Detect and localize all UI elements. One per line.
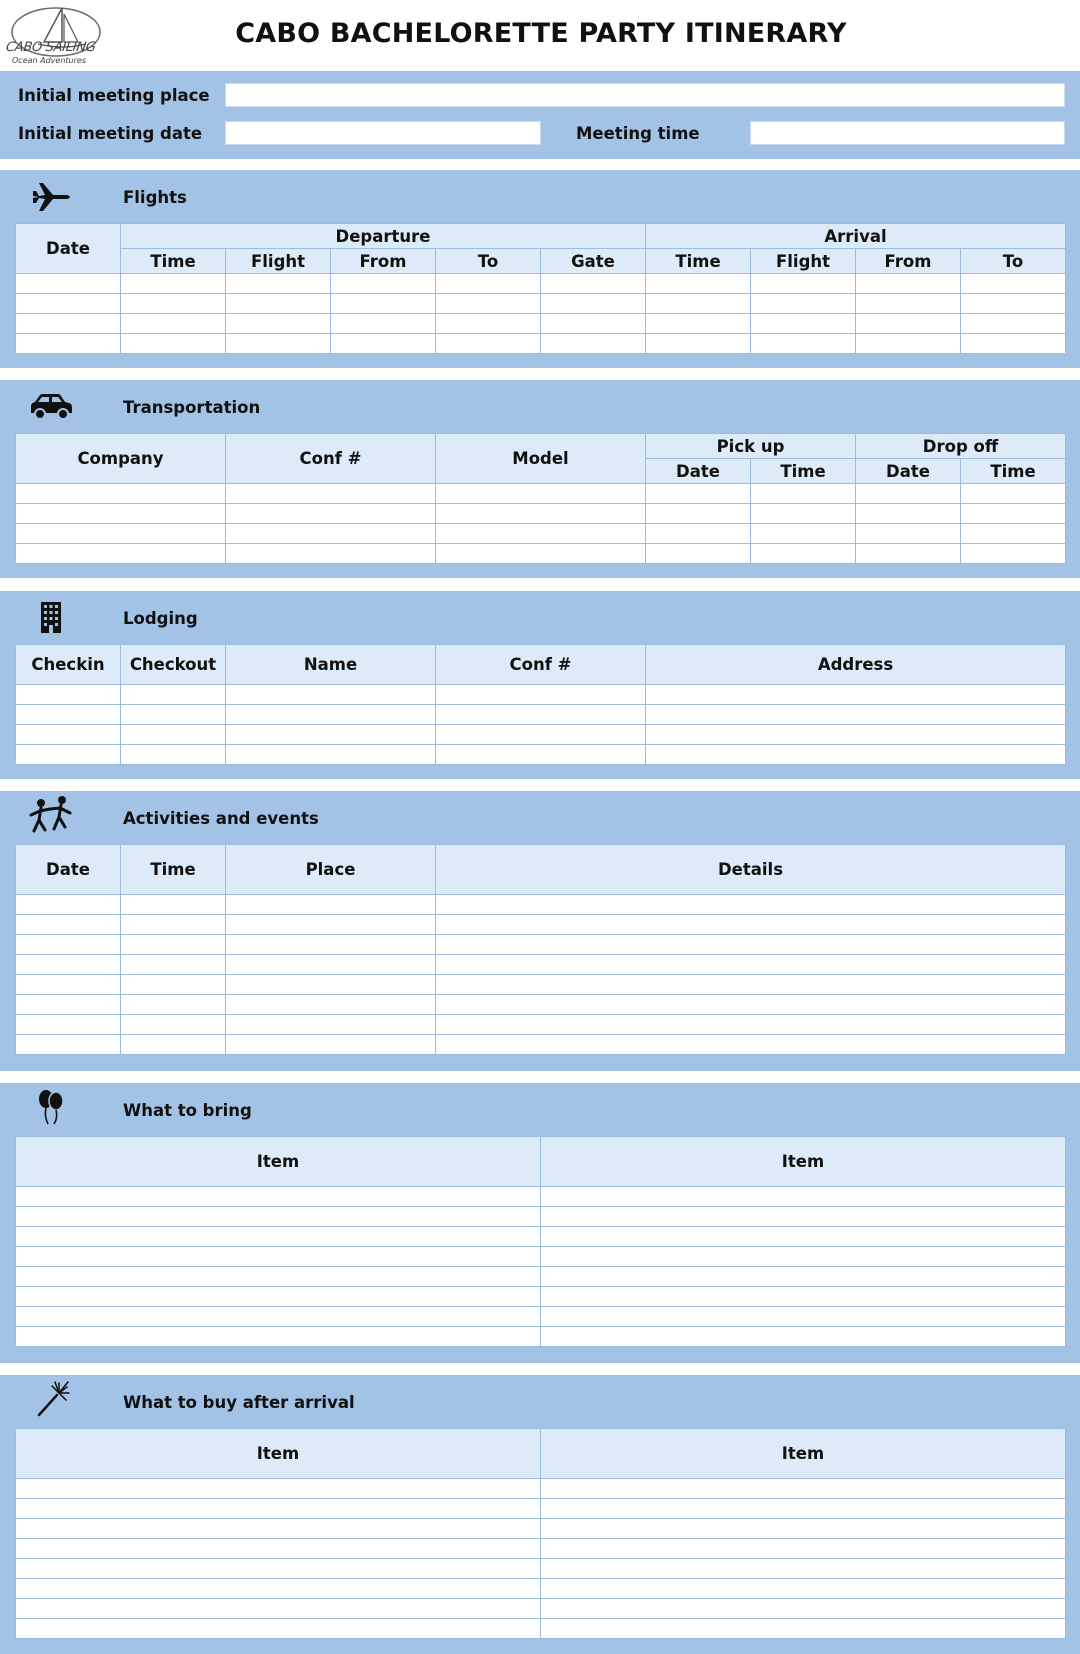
table-cell[interactable] [121, 1035, 226, 1055]
dancers-icon [28, 795, 74, 835]
checkout-header: Checkout [121, 645, 226, 685]
table-cell[interactable] [646, 484, 751, 504]
lodging-row [16, 725, 1066, 745]
table-cell[interactable] [436, 1035, 1066, 1055]
lodging-row [16, 745, 1066, 765]
table-cell[interactable] [226, 745, 436, 765]
transportation-title: Transportation [123, 398, 261, 417]
activity-time-header: Time [121, 845, 226, 895]
table-cell[interactable] [436, 524, 646, 544]
dropoff-header: Drop off [856, 434, 1066, 459]
table-cell[interactable] [16, 334, 121, 354]
table-cell[interactable] [751, 484, 856, 504]
activities-table [15, 844, 1066, 1055]
table-cell[interactable] [856, 484, 961, 504]
table-cell[interactable] [646, 314, 751, 334]
table-cell[interactable] [541, 1307, 1066, 1327]
table-cell[interactable] [16, 915, 121, 935]
table-cell[interactable] [226, 705, 436, 725]
table-cell[interactable] [16, 1247, 541, 1267]
table-cell[interactable] [16, 544, 226, 564]
table-cell[interactable] [16, 995, 121, 1015]
conf-header: Conf # [226, 434, 436, 484]
bring-row [16, 1207, 1066, 1227]
arrival-to-header: To [961, 249, 1066, 274]
table-cell[interactable] [856, 314, 961, 334]
table-cell[interactable] [226, 975, 436, 995]
flights-row [16, 274, 1066, 294]
arrival-from-header: From [856, 249, 961, 274]
activities-section [0, 791, 1080, 1071]
table-cell[interactable] [226, 504, 436, 524]
table-cell[interactable] [646, 524, 751, 544]
buy-row [16, 1539, 1066, 1559]
table-cell[interactable] [961, 544, 1066, 564]
table-cell[interactable] [226, 314, 331, 334]
table-cell[interactable] [646, 294, 751, 314]
table-cell[interactable] [226, 484, 436, 504]
table-cell[interactable] [436, 935, 1066, 955]
activities-row [16, 915, 1066, 935]
meeting-time-label: Meeting time [576, 124, 700, 143]
checkin-header: Checkin [16, 645, 121, 685]
table-cell[interactable] [16, 1187, 541, 1207]
table-cell[interactable] [16, 705, 121, 725]
table-cell[interactable] [646, 685, 1066, 705]
table-cell[interactable] [16, 294, 121, 314]
bring-row [16, 1327, 1066, 1347]
transportation-row [16, 524, 1066, 544]
table-cell[interactable] [226, 955, 436, 975]
table-cell[interactable] [226, 995, 436, 1015]
table-cell[interactable] [436, 274, 541, 294]
table-cell[interactable] [331, 334, 436, 354]
table-cell[interactable] [436, 705, 646, 725]
table-cell[interactable] [646, 504, 751, 524]
buy-row [16, 1619, 1066, 1639]
table-cell[interactable] [121, 895, 226, 915]
details-header: Details [436, 845, 1066, 895]
table-cell[interactable] [541, 274, 646, 294]
departure-from-header: From [331, 249, 436, 274]
arrival-header: Arrival [646, 224, 1066, 249]
table-cell[interactable] [16, 895, 121, 915]
initial-meeting-place-input[interactable] [225, 83, 1065, 107]
flights-row [16, 334, 1066, 354]
table-cell[interactable] [16, 274, 121, 294]
page-title: CABO BACHELORETTE PARTY ITINERARY [235, 18, 847, 49]
table-cell[interactable] [121, 745, 226, 765]
table-cell[interactable] [751, 544, 856, 564]
table-cell[interactable] [541, 1247, 1066, 1267]
bring-section [0, 1083, 1080, 1363]
bring-row [16, 1227, 1066, 1247]
table-cell[interactable] [646, 544, 751, 564]
car-icon [28, 386, 74, 426]
departure-flight-header: Flight [226, 249, 331, 274]
bring-table [15, 1136, 1066, 1347]
buy-row [16, 1599, 1066, 1619]
table-cell[interactable] [121, 705, 226, 725]
table-cell[interactable] [436, 544, 646, 564]
table-cell[interactable] [331, 314, 436, 334]
transportation-table [15, 433, 1066, 564]
table-cell[interactable] [226, 915, 436, 935]
table-cell[interactable] [16, 725, 121, 745]
bring-row [16, 1307, 1066, 1327]
table-cell[interactable] [331, 294, 436, 314]
transportation-row [16, 504, 1066, 524]
table-cell[interactable] [646, 705, 1066, 725]
table-cell[interactable] [541, 314, 646, 334]
table-cell[interactable] [541, 1187, 1066, 1207]
initial-meeting-place-label: Initial meeting place [18, 86, 210, 105]
buy-section [0, 1375, 1080, 1654]
bring-item-header-1: Item [16, 1137, 541, 1187]
name-header: Name [226, 645, 436, 685]
initial-meeting-date-label: Initial meeting date [18, 124, 203, 143]
table-cell[interactable] [226, 895, 436, 915]
table-cell[interactable] [436, 1015, 1066, 1035]
table-cell[interactable] [226, 685, 436, 705]
table-cell[interactable] [541, 294, 646, 314]
table-cell[interactable] [856, 274, 961, 294]
activities-row [16, 975, 1066, 995]
table-cell[interactable] [226, 334, 331, 354]
table-cell[interactable] [121, 294, 226, 314]
table-cell[interactable] [541, 1539, 1066, 1559]
buy-item-header-1: Item [16, 1429, 541, 1479]
transportation-row [16, 484, 1066, 504]
departure-header: Departure [121, 224, 646, 249]
address-header: Address [646, 645, 1066, 685]
table-cell[interactable] [121, 725, 226, 745]
table-cell[interactable] [121, 955, 226, 975]
table-cell[interactable] [226, 1015, 436, 1035]
table-cell[interactable] [436, 685, 646, 705]
table-cell[interactable] [16, 1287, 541, 1307]
lodging-conf-header: Conf # [436, 645, 646, 685]
table-cell[interactable] [16, 935, 121, 955]
table-cell[interactable] [16, 1519, 541, 1539]
flights-row [16, 294, 1066, 314]
table-cell[interactable] [16, 975, 121, 995]
building-icon [28, 597, 74, 637]
table-cell[interactable] [541, 1227, 1066, 1247]
table-cell[interactable] [541, 1267, 1066, 1287]
table-cell[interactable] [961, 294, 1066, 314]
table-cell[interactable] [751, 314, 856, 334]
dropoff-time-header: Time [961, 459, 1066, 484]
balloons-icon [28, 1087, 74, 1127]
departure-to-header: To [436, 249, 541, 274]
table-cell[interactable] [331, 274, 436, 294]
table-cell[interactable] [16, 1479, 541, 1499]
table-cell[interactable] [226, 1035, 436, 1055]
meeting-time-input[interactable] [750, 121, 1065, 145]
table-cell[interactable] [541, 1559, 1066, 1579]
table-cell[interactable] [436, 915, 1066, 935]
activities-row [16, 895, 1066, 915]
table-cell[interactable] [121, 995, 226, 1015]
table-cell[interactable] [121, 685, 226, 705]
logo-subtext: Ocean Adventures [12, 56, 86, 65]
table-cell[interactable] [856, 334, 961, 354]
table-cell[interactable] [16, 685, 121, 705]
table-cell[interactable] [541, 1519, 1066, 1539]
pickup-time-header: Time [751, 459, 856, 484]
table-cell[interactable] [16, 1619, 541, 1639]
table-cell[interactable] [751, 524, 856, 544]
table-cell[interactable] [751, 294, 856, 314]
lodging-title: Lodging [123, 609, 198, 628]
activity-date-header: Date [16, 845, 121, 895]
table-cell[interactable] [226, 544, 436, 564]
activities-row [16, 1035, 1066, 1055]
table-cell[interactable] [436, 725, 646, 745]
buy-row [16, 1559, 1066, 1579]
bring-title: What to bring [123, 1101, 252, 1120]
table-cell[interactable] [961, 314, 1066, 334]
sparkler-icon [28, 1379, 74, 1419]
table-cell[interactable] [751, 504, 856, 524]
buy-table [15, 1428, 1066, 1639]
pickup-header: Pick up [646, 434, 856, 459]
initial-meeting-date-input[interactable] [225, 121, 541, 145]
flights-title: Flights [123, 188, 187, 207]
table-cell[interactable] [541, 334, 646, 354]
bring-row [16, 1267, 1066, 1287]
table-cell[interactable] [961, 484, 1066, 504]
pickup-date-header: Date [646, 459, 751, 484]
table-cell[interactable] [16, 955, 121, 975]
table-cell[interactable] [961, 334, 1066, 354]
table-cell[interactable] [121, 314, 226, 334]
lodging-row [16, 705, 1066, 725]
table-cell[interactable] [16, 1599, 541, 1619]
bring-row [16, 1187, 1066, 1207]
table-cell[interactable] [751, 334, 856, 354]
transportation-row [16, 544, 1066, 564]
table-cell[interactable] [436, 955, 1066, 975]
table-cell[interactable] [16, 1207, 541, 1227]
bring-row [16, 1287, 1066, 1307]
table-cell[interactable] [226, 725, 436, 745]
table-cell[interactable] [961, 524, 1066, 544]
table-cell[interactable] [436, 314, 541, 334]
table-cell[interactable] [856, 524, 961, 544]
table-cell[interactable] [16, 1015, 121, 1035]
table-cell[interactable] [541, 1327, 1066, 1347]
table-cell[interactable] [226, 294, 331, 314]
table-cell[interactable] [121, 915, 226, 935]
table-cell[interactable] [16, 1307, 541, 1327]
table-cell[interactable] [436, 975, 1066, 995]
flights-date-header: Date [16, 224, 121, 274]
page-header [0, 0, 1080, 72]
table-cell[interactable] [16, 484, 226, 504]
table-cell[interactable] [961, 274, 1066, 294]
activities-row [16, 935, 1066, 955]
flights-row [16, 314, 1066, 334]
logo-text: CABO SAILING [4, 40, 97, 55]
table-cell[interactable] [541, 1579, 1066, 1599]
arrival-flight-header: Flight [751, 249, 856, 274]
buy-item-header-2: Item [541, 1429, 1066, 1479]
table-cell[interactable] [16, 745, 121, 765]
table-cell[interactable] [856, 544, 961, 564]
table-cell[interactable] [226, 274, 331, 294]
activities-row [16, 955, 1066, 975]
table-cell[interactable] [646, 745, 1066, 765]
table-cell[interactable] [436, 484, 646, 504]
table-cell[interactable] [436, 745, 646, 765]
buy-row [16, 1479, 1066, 1499]
table-cell[interactable] [541, 1207, 1066, 1227]
airplane-icon [30, 177, 76, 217]
departure-time-header: Time [121, 249, 226, 274]
table-cell[interactable] [646, 274, 751, 294]
company-header: Company [16, 434, 226, 484]
lodging-table [15, 644, 1066, 765]
table-cell[interactable] [121, 975, 226, 995]
table-cell[interactable] [541, 1499, 1066, 1519]
flights-section [0, 170, 1080, 368]
table-cell[interactable] [226, 524, 436, 544]
table-cell[interactable] [16, 1267, 541, 1287]
activities-row [16, 1015, 1066, 1035]
buy-row [16, 1519, 1066, 1539]
table-cell[interactable] [436, 895, 1066, 915]
table-cell[interactable] [751, 274, 856, 294]
table-cell[interactable] [436, 504, 646, 524]
table-cell[interactable] [856, 294, 961, 314]
table-cell[interactable] [16, 1559, 541, 1579]
table-cell[interactable] [16, 504, 226, 524]
activities-title: Activities and events [123, 809, 319, 828]
table-cell[interactable] [436, 294, 541, 314]
table-cell[interactable] [121, 274, 226, 294]
table-cell[interactable] [961, 504, 1066, 524]
model-header: Model [436, 434, 646, 484]
meeting-section [0, 71, 1080, 159]
departure-gate-header: Gate [541, 249, 646, 274]
bring-item-header-2: Item [541, 1137, 1066, 1187]
table-cell[interactable] [16, 1539, 541, 1559]
table-cell[interactable] [541, 1619, 1066, 1639]
table-cell[interactable] [16, 1227, 541, 1247]
table-cell[interactable] [16, 314, 121, 334]
transportation-section [0, 380, 1080, 578]
table-cell[interactable] [121, 334, 226, 354]
table-cell[interactable] [646, 725, 1066, 745]
table-cell[interactable] [16, 1327, 541, 1347]
dropoff-date-header: Date [856, 459, 961, 484]
table-cell[interactable] [121, 1015, 226, 1035]
arrival-time-header: Time [646, 249, 751, 274]
table-cell[interactable] [646, 334, 751, 354]
table-cell[interactable] [856, 504, 961, 524]
table-cell[interactable] [16, 1579, 541, 1599]
activities-row [16, 995, 1066, 1015]
table-cell[interactable] [541, 1599, 1066, 1619]
table-cell[interactable] [436, 334, 541, 354]
place-header: Place [226, 845, 436, 895]
table-cell[interactable] [226, 935, 436, 955]
buy-row [16, 1579, 1066, 1599]
table-cell[interactable] [541, 1287, 1066, 1307]
table-cell[interactable] [436, 995, 1066, 1015]
table-cell[interactable] [121, 935, 226, 955]
table-cell[interactable] [541, 1479, 1066, 1499]
buy-row [16, 1499, 1066, 1519]
lodging-section [0, 591, 1080, 779]
lodging-row [16, 685, 1066, 705]
flights-table [15, 223, 1066, 354]
table-cell[interactable] [16, 1035, 121, 1055]
table-cell[interactable] [16, 524, 226, 544]
bring-row [16, 1247, 1066, 1267]
buy-title: What to buy after arrival [123, 1393, 355, 1412]
table-cell[interactable] [16, 1499, 541, 1519]
